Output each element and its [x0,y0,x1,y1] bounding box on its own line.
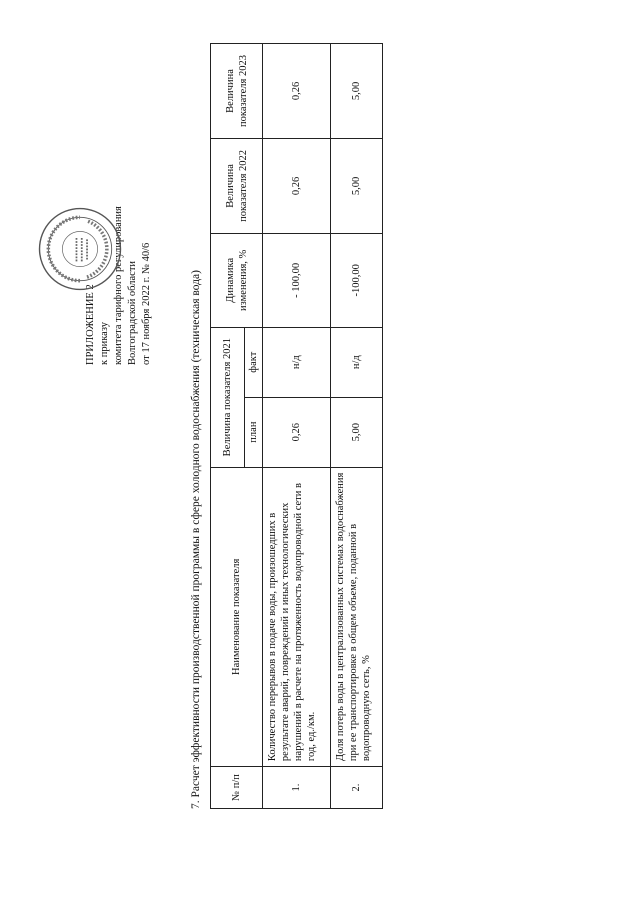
table-header-row [211,44,245,809]
appendix-date: от 17 ноября 2022 г. № 40/6 [141,242,152,365]
cell-num: 1. [263,767,331,809]
header-value-2023: Величина показателя 2023 [211,44,263,139]
table-row [263,44,331,809]
cell-value-2023: 0,26 [263,44,331,139]
cell-fact: н/д [331,327,383,397]
header-fact: факт [245,327,263,397]
round-seal-icon [36,205,124,293]
header-num: № п/п [211,767,263,809]
header-value-2022: Величина показателя 2022 [211,138,263,233]
header-name: Наименование показателя [211,467,263,767]
header-value-2021: Величина показателя 2021 [211,327,245,467]
cell-value-2022: 5,00 [331,138,383,233]
cell-name: Количество перерывов в подаче воды, произошедших в результате аварий, повреждений и иных технологических нарушений в расчете на протяженность водопроводной сети в год, ед./км. [263,467,331,767]
table-row [331,44,383,809]
cell-plan: 0,26 [263,397,331,467]
cell-plan: 5,00 [331,397,383,467]
cell-dynamics: -100,00 [331,233,383,327]
cell-name: Доля потерь воды в централизованных системах водоснабжения при ее транспортировке в общем объеме, поданной в водопроводную сеть, % [331,467,383,767]
cell-value-2023: 5,00 [331,44,383,139]
appendix-line: к приказу [99,322,110,365]
appendix-line: комитета тарифного регулирования [113,206,124,365]
cell-value-2022: 0,26 [263,138,331,233]
cell-num: 2. [331,767,383,809]
efficiency-table [210,43,383,809]
appendix-title: ПРИЛОЖЕНИЕ 2 [85,284,96,365]
page-title: 7. Расчет эффективности производственной программы в сфере холодного водоснабжения (техническая вода) [190,270,202,809]
header-plan: план [245,397,263,467]
header-dynamics: Динамика изменения, % [211,233,263,327]
appendix-line: Волгоградской области [127,260,138,365]
cell-dynamics: - 100,00 [263,233,331,327]
cell-fact: н/д [263,327,331,397]
